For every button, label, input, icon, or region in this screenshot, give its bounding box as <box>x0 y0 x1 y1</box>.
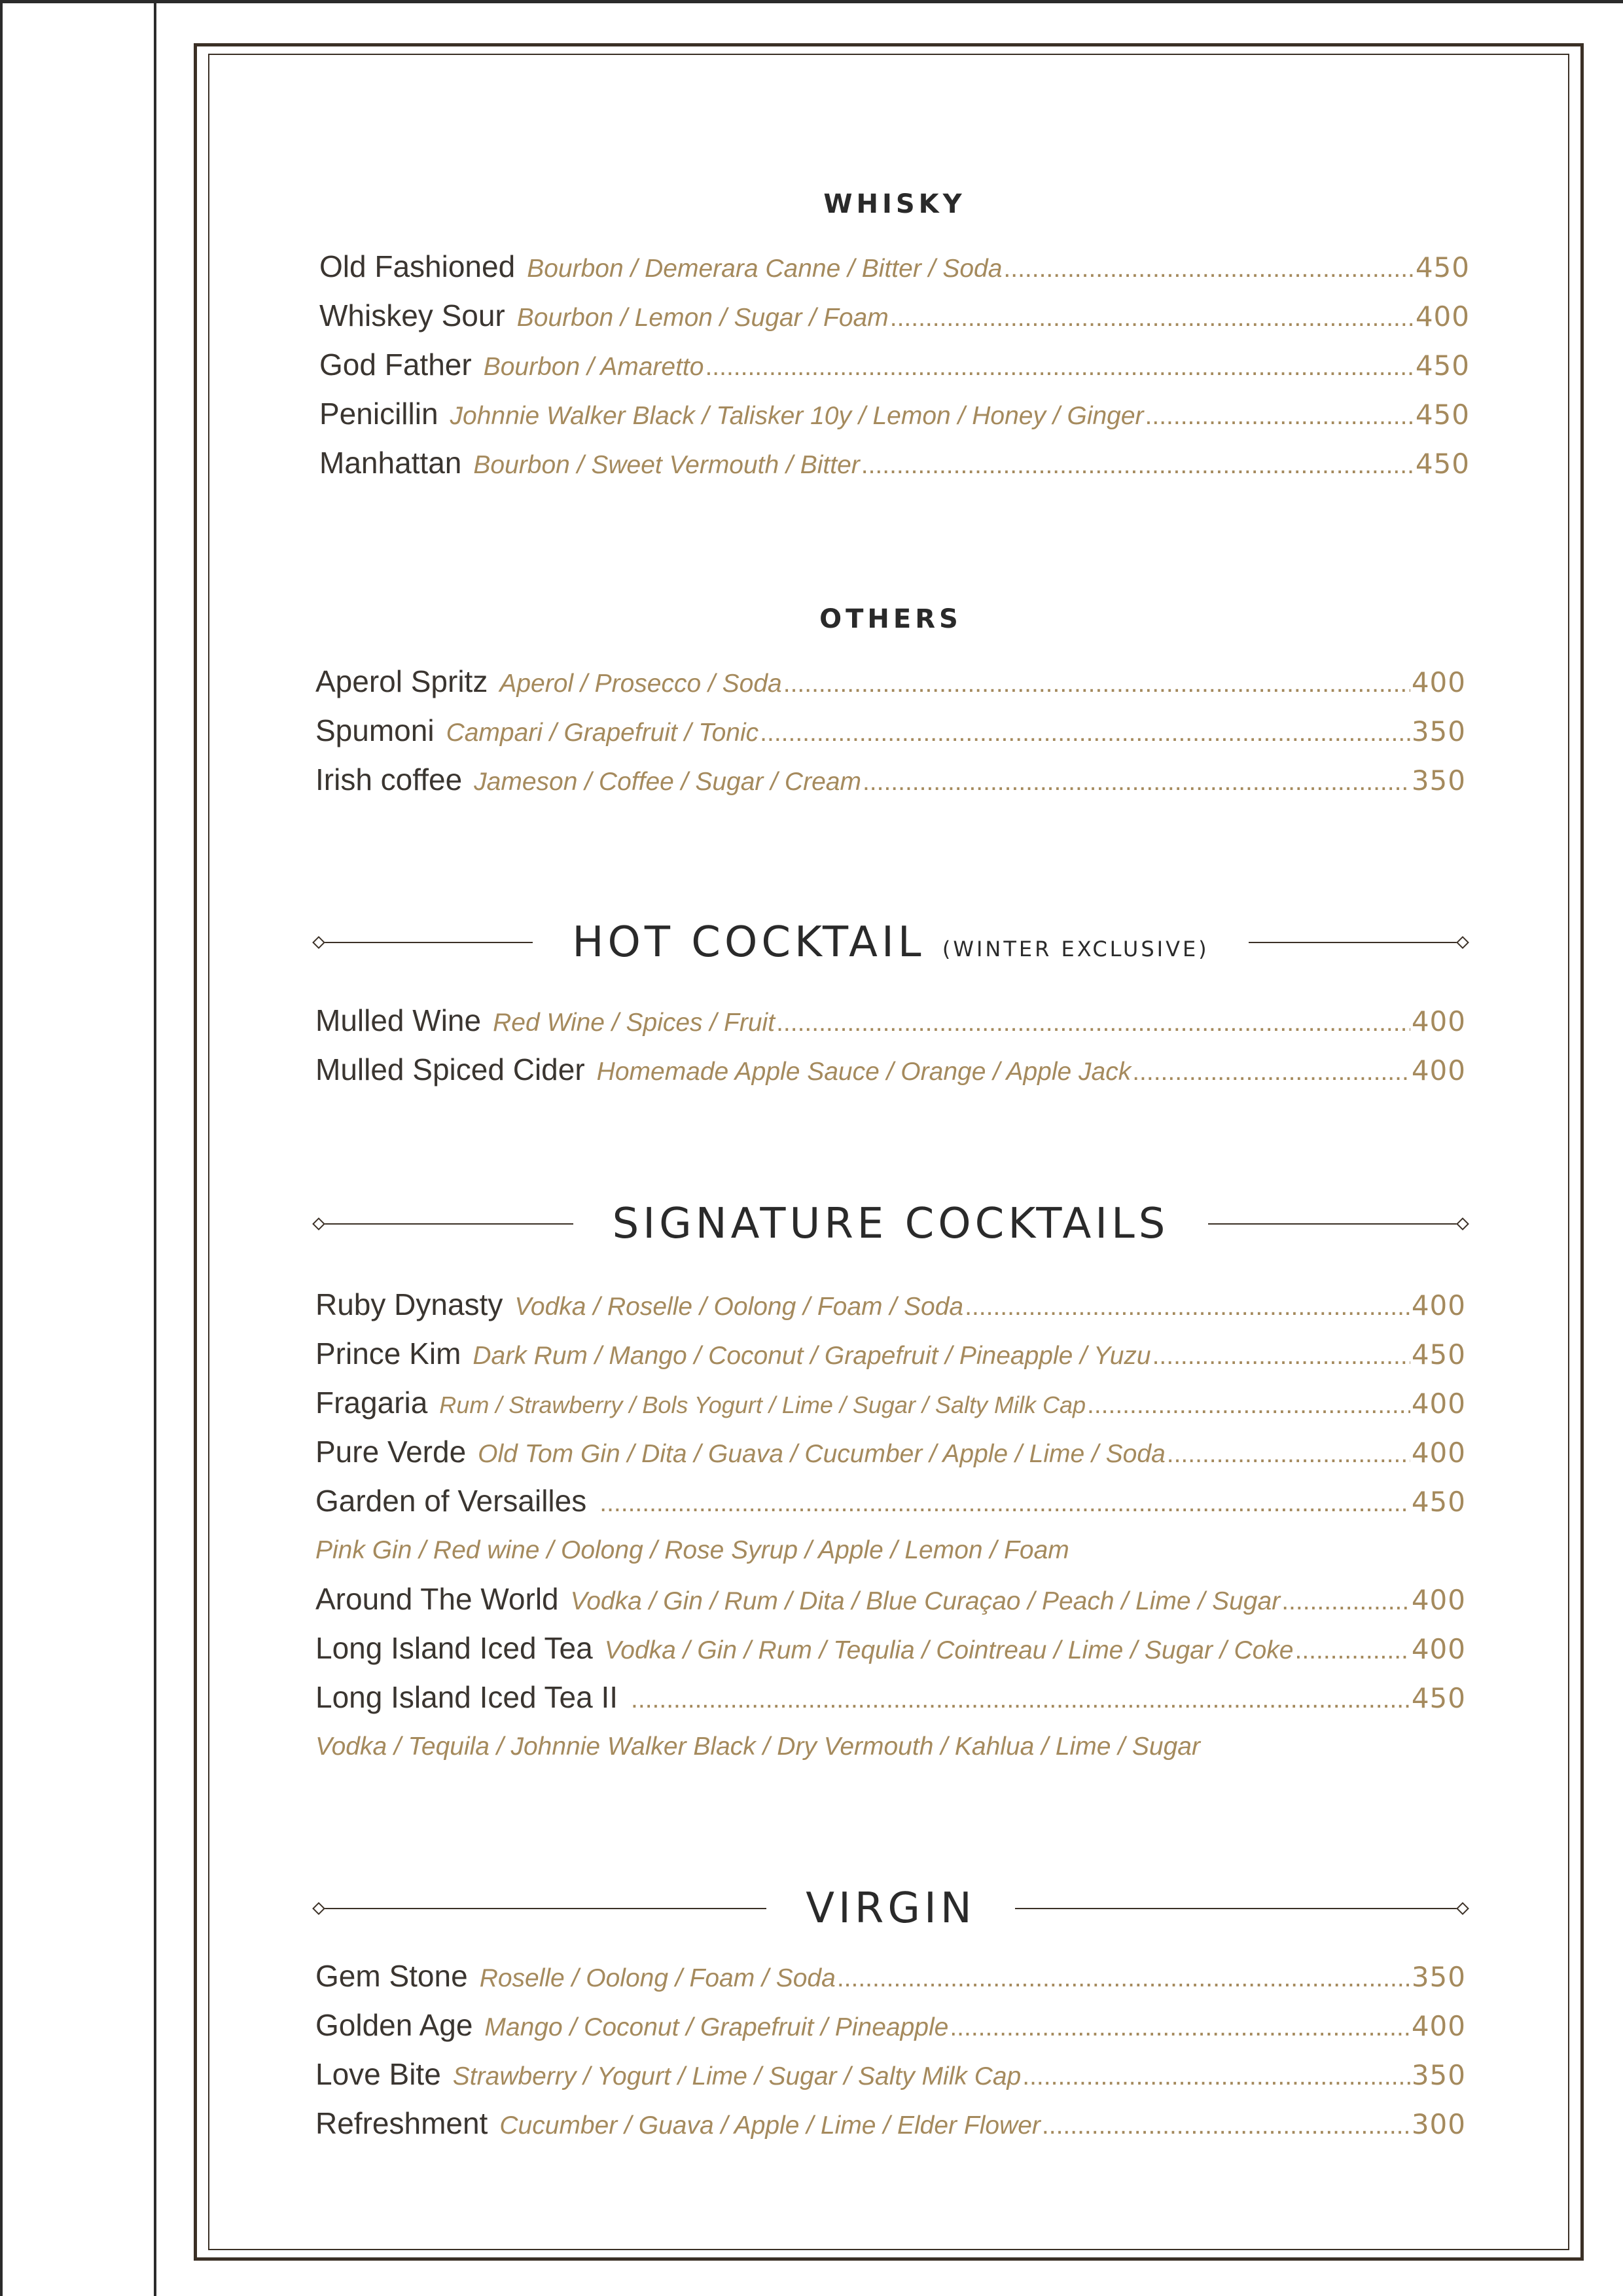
menu-item <box>319 242 1470 291</box>
item-name: Gem Stone <box>315 1959 468 1993</box>
dot-leader <box>1003 244 1414 293</box>
item-ingredients: Strawberry / Yogurt / Lime / Sugar / Salty Milk Cap <box>452 2062 1022 2090</box>
dot-leader <box>861 440 1414 490</box>
item-name: Golden Age <box>315 2008 473 2042</box>
dot-leader <box>1087 1380 1410 1429</box>
binding-line <box>154 0 156 2296</box>
item-name: Mulled Spiced Cider <box>315 1052 585 1086</box>
whisky-section <box>319 185 1470 488</box>
others-section <box>315 600 1466 804</box>
menu-item <box>315 2001 1466 2050</box>
dot-leader <box>760 708 1410 757</box>
menu-item <box>315 1673 1466 1722</box>
item-price: 400 <box>1411 1005 1466 1037</box>
item-price: 350 <box>1411 715 1466 747</box>
item-name: Manhattan <box>319 446 462 480</box>
heading-rule-left <box>315 1908 766 1909</box>
heading-rule-right <box>1015 1908 1466 1909</box>
item-ingredients: Bourbon / Lemon / Sugar / Foam <box>516 304 889 332</box>
heading-rule-left <box>315 942 533 943</box>
item-price: 450 <box>1415 251 1470 283</box>
item-ingredients: Bourbon / Sweet Vermouth / Bitter <box>473 451 860 479</box>
menu-item <box>315 1575 1466 1624</box>
menu-item <box>315 706 1466 755</box>
item-price: 400 <box>1411 2010 1466 2042</box>
heading-rule-right <box>1249 942 1466 943</box>
heading-rule-right <box>1208 1223 1466 1225</box>
item-name: Love Bite <box>315 2057 441 2091</box>
menu-item <box>319 291 1470 340</box>
item-price: 450 <box>1415 448 1470 480</box>
menu-item <box>315 1280 1466 1329</box>
item-price: 300 <box>1411 2108 1466 2140</box>
dot-leader <box>950 2003 1410 2052</box>
item-name: Mulled Wine <box>315 1003 482 1037</box>
dot-leader <box>1281 1577 1410 1626</box>
dot-leader <box>631 1675 1410 1724</box>
dot-leader <box>1152 1331 1410 1380</box>
item-ingredients: Dark Rum / Mango / Coconut / Grapefruit / Pineapple / Yuzu <box>473 1342 1151 1370</box>
item-ingredients: Vodka / Roselle / Oolong / Foam / Soda <box>514 1293 964 1321</box>
signature-cocktails-section <box>315 1191 1466 1771</box>
menu-item <box>315 1329 1466 1378</box>
dot-leader <box>890 293 1414 342</box>
item-price: 400 <box>1411 1584 1466 1616</box>
item-name: Pure Verde <box>315 1435 467 1469</box>
menu-item <box>315 1624 1466 1673</box>
virgin-title: VIRGIN <box>806 1884 976 1933</box>
item-ingredients: Johnnie Walker Black / Talisker 10y / Lemon / Honey / Ginger <box>450 402 1144 430</box>
item-price: 450 <box>1411 1486 1466 1518</box>
item-ingredients: Aperol / Prosecco / Soda <box>499 670 782 698</box>
item-price: 350 <box>1411 1961 1466 1993</box>
heading-rule-left <box>315 1223 573 1225</box>
item-name: Long Island Iced Tea <box>315 1631 593 1665</box>
page-top-edge <box>0 0 1623 3</box>
menu-item <box>319 389 1470 439</box>
item-price: 350 <box>1411 764 1466 797</box>
item-price: 450 <box>1411 1682 1466 1714</box>
hot-cocktail-section <box>315 910 1466 1094</box>
item-ingredients: Rum / Strawberry / Bols Yogurt / Lime / Sugar / Salty Milk Cap <box>439 1391 1086 1418</box>
dot-leader <box>1167 1429 1410 1479</box>
dot-leader <box>863 757 1410 806</box>
others-title: OTHERS <box>819 604 962 634</box>
item-ingredients: Vodka / Gin / Rum / Dita / Blue Curaçao / Peach / Lime / Sugar <box>570 1587 1281 1615</box>
item-ingredients: Bourbon / Demerara Canne / Bitter / Soda <box>527 255 1003 283</box>
dot-leader <box>783 659 1410 708</box>
item-name: Ruby Dynasty <box>315 1287 503 1321</box>
item-ingredients: Vodka / Gin / Rum / Tequlia / Cointreau / Lime / Sugar / Coke <box>604 1636 1294 1664</box>
item-name: Irish coffee <box>315 762 463 797</box>
item-name: Long Island Iced Tea II <box>315 1680 618 1714</box>
dot-leader <box>1132 1047 1410 1096</box>
menu-item <box>319 340 1470 389</box>
hot-cocktail-heading <box>315 910 1466 975</box>
item-ingredients: Mango / Coconut / Grapefruit / Pineapple <box>484 2013 949 2041</box>
dot-leader <box>965 1282 1410 1331</box>
dot-leader <box>837 1954 1410 2003</box>
menu-item <box>315 2050 1466 2099</box>
item-ingredients: Jameson / Coffee / Sugar / Cream <box>474 768 861 796</box>
item-name: Prince Kim <box>315 1336 461 1371</box>
dot-leader <box>1145 391 1414 440</box>
menu-item <box>315 2099 1466 2148</box>
item-ingredients: Bourbon / Amaretto <box>483 353 704 381</box>
item-name: Old Fashioned <box>319 249 516 283</box>
item-ingredients: Roselle / Oolong / Foam / Soda <box>479 1964 836 1992</box>
item-name: Whiskey Sour <box>319 298 505 332</box>
item-name: Around The World <box>315 1582 559 1616</box>
dot-leader <box>1042 2101 1410 2150</box>
menu-item <box>315 1378 1466 1427</box>
menu-item <box>319 439 1470 488</box>
signature-heading <box>315 1191 1466 1257</box>
dot-leader <box>705 342 1414 391</box>
signature-title: SIGNATURE COCKTAILS <box>612 1200 1169 1248</box>
item-ingredients: Homemade Apple Sauce / Orange / Apple Jack <box>596 1058 1132 1086</box>
item-price: 400 <box>1411 1437 1466 1469</box>
item-name: Fragaria <box>315 1386 428 1420</box>
whisky-title: WHISKY <box>823 189 966 219</box>
item-name: Refreshment <box>315 2106 488 2140</box>
menu-item <box>315 1427 1466 1477</box>
menu-item <box>315 1045 1466 1094</box>
menu-item <box>315 657 1466 706</box>
hot-cocktail-subtitle: (WINTER EXCLUSIVE) <box>942 937 1209 961</box>
dot-leader <box>776 998 1410 1047</box>
item-name: Penicillin <box>319 397 438 431</box>
hot-cocktail-title: HOT COCKTAIL <box>572 918 925 967</box>
item-price: 400 <box>1411 1054 1466 1086</box>
item-price: 450 <box>1415 350 1470 382</box>
menu-item <box>315 1477 1466 1526</box>
item-name: Garden of Versailles <box>315 1484 587 1518</box>
item-price: 400 <box>1411 666 1466 698</box>
item-ingredients: Campari / Grapefruit / Tonic <box>446 719 759 747</box>
item-ingredients: Vodka / Tequila / Johnnie Walker Black / Dry Vermouth / Kahlua / Lime / Sugar <box>315 1732 1200 1761</box>
item-ingredients: Old Tom Gin / Dita / Guava / Cucumber / Apple / Lime / Soda <box>478 1440 1166 1468</box>
item-ingredients: Red Wine / Spices / Fruit <box>493 1009 776 1037</box>
dot-leader <box>599 1479 1410 1528</box>
dot-leader <box>1295 1626 1410 1675</box>
dot-leader <box>1022 2052 1410 2101</box>
item-ingredients: Pink Gin / Red wine / Oolong / Rose Syrup / Apple / Lemon / Foam <box>315 1536 1069 1564</box>
item-price: 400 <box>1411 1633 1466 1665</box>
item-price: 350 <box>1411 2059 1466 2091</box>
virgin-heading <box>315 1876 1466 1941</box>
item-price: 450 <box>1411 1338 1466 1371</box>
item-price: 400 <box>1415 300 1470 332</box>
item-name: God Father <box>319 348 472 382</box>
item-name: Spumoni <box>315 713 435 747</box>
item-ingredients: Cucumber / Guava / Apple / Lime / Elder Flower <box>499 2111 1041 2140</box>
item-name: Aperol Spritz <box>315 664 488 698</box>
item-price: 450 <box>1415 399 1470 431</box>
page-left-edge <box>0 0 3 2296</box>
virgin-section <box>315 1876 1466 2148</box>
menu-item <box>315 996 1466 1045</box>
menu-item <box>315 755 1466 804</box>
item-price: 400 <box>1411 1388 1466 1420</box>
menu-item <box>315 1952 1466 2001</box>
item-price: 400 <box>1411 1289 1466 1321</box>
